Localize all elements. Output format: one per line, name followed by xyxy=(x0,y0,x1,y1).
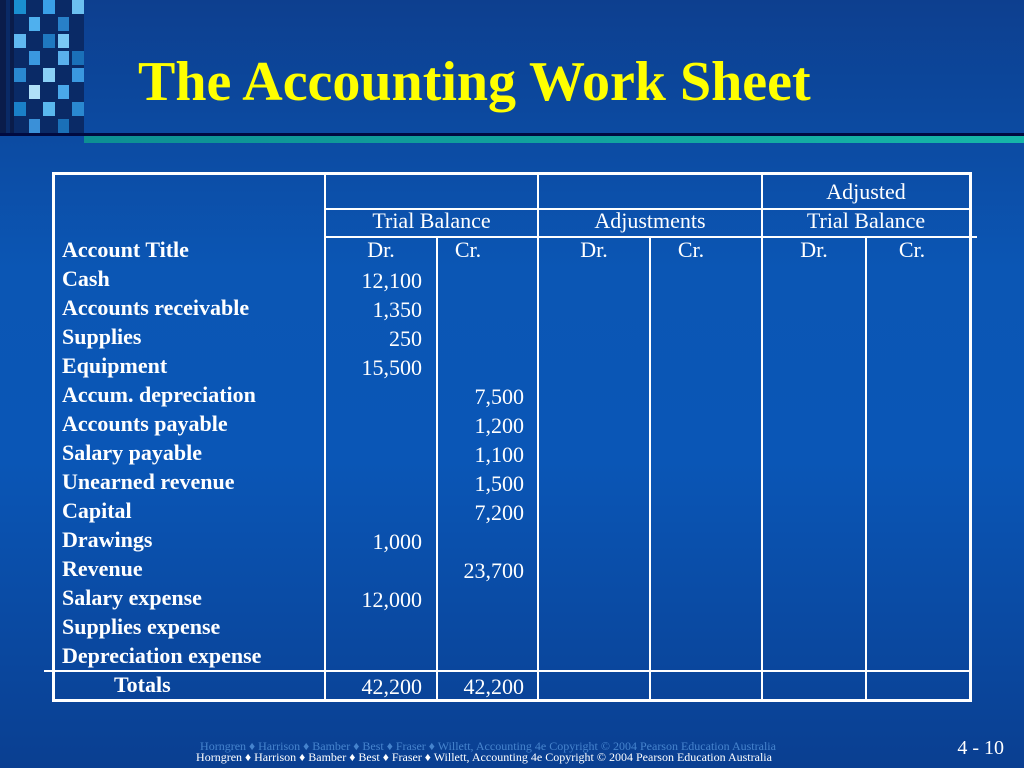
tb-cr-value: 1,500 xyxy=(474,471,524,496)
header-adj-cr: Cr. xyxy=(677,237,705,262)
title-accent-rule xyxy=(84,136,1024,143)
totals-tb-dr: 42,200 xyxy=(361,674,422,699)
slide-title: The Accounting Work Sheet xyxy=(138,51,811,113)
header-adj-dr: Dr. xyxy=(580,237,608,262)
page-number: 4 - 10 xyxy=(957,737,1004,759)
account-title: Cash xyxy=(62,266,110,291)
account-title: Equipment xyxy=(62,353,168,378)
totals-tb-cr: 42,200 xyxy=(463,674,524,699)
decorative-band xyxy=(0,0,84,133)
header-tb-dr: Dr. xyxy=(367,237,395,262)
account-title: Accounts receivable xyxy=(62,295,250,320)
header-atb-cr: Cr. xyxy=(898,237,926,262)
account-title: Salary expense xyxy=(62,585,202,610)
account-title: Supplies xyxy=(62,324,142,349)
tb-cr-value: 1,100 xyxy=(474,442,524,467)
tb-cr-value: 23,700 xyxy=(463,558,524,583)
account-title: Salary payable xyxy=(62,440,202,465)
table-border-left xyxy=(52,172,55,702)
account-title: Unearned revenue xyxy=(62,469,235,494)
header-account-title: Account Title xyxy=(62,237,189,262)
totals-label: Totals xyxy=(114,672,171,697)
account-title: Capital xyxy=(62,498,132,523)
tb-dr-value: 1,000 xyxy=(372,529,422,554)
account-title: Revenue xyxy=(62,556,143,581)
account-title: Supplies expense xyxy=(62,614,221,639)
tb-dr-value: 12,100 xyxy=(361,268,422,293)
account-title: Accounts payable xyxy=(62,411,228,436)
tb-dr-value: 15,500 xyxy=(361,355,422,380)
tb-dr-value: 1,350 xyxy=(372,297,422,322)
footer-shadow: Horngren ♦ Harrison ♦ Bamber ♦ Best ♦ Fraser ♦ Willett, Accounting 4e Copyright © 2004 Pearson Education Australia xyxy=(200,739,776,753)
header-adjusted-trial-balance: Trial Balance xyxy=(806,208,926,233)
col-divider-6 xyxy=(865,238,867,702)
work-sheet-table xyxy=(52,172,972,702)
col-divider-4 xyxy=(649,238,651,702)
header-tb-cr: Cr. xyxy=(454,237,482,262)
tb-dr-value: 250 xyxy=(389,326,422,351)
tb-cr-value: 7,200 xyxy=(474,500,524,525)
copyright-footer: Horngren ♦ Harrison ♦ Bamber ♦ Best ♦ Fraser ♦ Willett, Accounting 4e Copyright © 2004 Pearson Education Australia xyxy=(196,750,772,764)
header-trial-balance: Trial Balance xyxy=(372,208,491,233)
account-title: Drawings xyxy=(62,527,153,552)
table-border-right xyxy=(969,172,972,702)
header-adjustments: Adjustments xyxy=(594,208,706,233)
account-title: Accum. depreciation xyxy=(62,382,256,407)
tb-cr-value: 1,200 xyxy=(474,413,524,438)
account-title: Depreciation expense xyxy=(62,643,262,668)
tb-cr-value: 7,500 xyxy=(474,384,524,409)
mosaic-pattern xyxy=(14,0,84,133)
table-border-top xyxy=(52,172,972,175)
header-adjusted: Adjusted xyxy=(826,179,906,204)
header-atb-dr: Dr. xyxy=(800,237,828,262)
tb-dr-value: 12,000 xyxy=(361,587,422,612)
